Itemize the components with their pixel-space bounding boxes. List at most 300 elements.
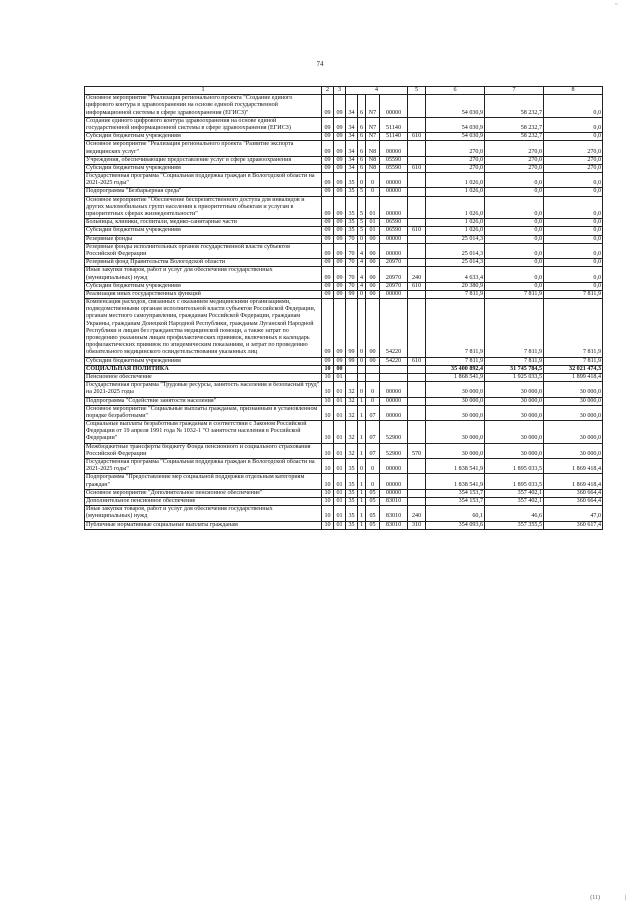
row-program-cell: 35 bbox=[346, 459, 358, 474]
row-amount-year2-cell: 0,0 bbox=[485, 282, 544, 290]
row-section-cell: 10 bbox=[322, 373, 334, 381]
row-amount-year2-cell: 357 402,1 bbox=[485, 497, 544, 505]
row-subprogram-cell: 4 bbox=[358, 259, 366, 267]
row-measure-cell: 05 bbox=[366, 506, 380, 521]
table-row bbox=[85, 117, 603, 132]
row-subprogram-cell: 4 bbox=[358, 282, 366, 290]
row-name-cell: Резервный фонд Правительства Вологодской области bbox=[85, 259, 322, 267]
row-name-cell: Подпрограмма "Предоставление мер социальной поддержки отдельным категориям граждан" bbox=[85, 474, 322, 489]
row-expense-type-cell bbox=[408, 365, 426, 373]
table-row bbox=[85, 164, 603, 172]
row-program-cell: 35 bbox=[346, 196, 358, 219]
row-direction-cell: 00000 bbox=[380, 141, 408, 156]
row-subprogram-cell: 6 bbox=[358, 156, 366, 164]
table-row bbox=[85, 405, 603, 420]
row-direction-cell: 00000 bbox=[380, 243, 408, 258]
row-measure-cell: N8 bbox=[366, 141, 380, 156]
row-expense-type-cell bbox=[408, 196, 426, 219]
row-subsection-cell: 09 bbox=[334, 227, 346, 235]
row-name-cell: Резервные фонды исполнительных органов государственной власти субъектов Российской Федерации bbox=[85, 243, 322, 258]
row-expense-type-cell: 310 bbox=[408, 521, 426, 529]
row-subprogram-cell: 6 bbox=[358, 117, 366, 132]
row-amount-year3-cell: 7 811,9 bbox=[544, 290, 603, 298]
row-amount-year3-cell: 30 000,0 bbox=[544, 421, 603, 444]
row-subsection-cell: 09 bbox=[334, 267, 346, 282]
row-expense-type-cell: 610 bbox=[408, 282, 426, 290]
row-name-cell: Субсидии бюджетным учреждениям bbox=[85, 164, 322, 172]
row-program-cell: 34 bbox=[346, 117, 358, 132]
row-subprogram-cell: 0 bbox=[358, 459, 366, 474]
row-subprogram-cell: 0 bbox=[358, 290, 366, 298]
budget-table bbox=[84, 86, 603, 530]
row-subprogram-cell: 6 bbox=[358, 164, 366, 172]
table-row bbox=[85, 133, 603, 141]
row-amount-year1-cell: 270,0 bbox=[426, 141, 485, 156]
row-amount-year3-cell: 30 000,0 bbox=[544, 443, 603, 458]
row-direction-cell: 51140 bbox=[380, 133, 408, 141]
row-amount-year1-cell: 1 838 541,9 bbox=[426, 474, 485, 489]
row-amount-year1-cell: 30 000,0 bbox=[426, 443, 485, 458]
row-direction-cell: 20970 bbox=[380, 282, 408, 290]
row-direction-cell: 54220 bbox=[380, 299, 408, 358]
table-row bbox=[85, 259, 603, 267]
row-amount-year1-cell: 54 030,9 bbox=[426, 133, 485, 141]
row-amount-year1-cell: 1 026,0 bbox=[426, 227, 485, 235]
row-subprogram-cell: 1 bbox=[358, 397, 366, 405]
row-name-cell: Государственная программа "Социальная поддержка граждан в Вологодской области на 2021-2025 годы" bbox=[85, 459, 322, 474]
row-direction-cell: 54220 bbox=[380, 357, 408, 365]
row-program-cell: 35 bbox=[346, 219, 358, 227]
row-amount-year1-cell: 30 000,0 bbox=[426, 405, 485, 420]
row-measure-cell: N7 bbox=[366, 133, 380, 141]
row-name-cell: Подпрограмма "Безбарьерная среда" bbox=[85, 188, 322, 196]
row-expense-type-cell: 610 bbox=[408, 133, 426, 141]
edge-tick: | bbox=[624, 895, 626, 901]
row-name-cell: Учреждения, обеспечивающие предоставление услуг в сфере здравоохранения bbox=[85, 156, 322, 164]
table-row bbox=[85, 173, 603, 188]
row-amount-year3-cell: 360 664,4 bbox=[544, 497, 603, 505]
row-program-cell: 70 bbox=[346, 243, 358, 258]
row-subsection-cell: 09 bbox=[334, 156, 346, 164]
row-measure-cell: 00 bbox=[366, 259, 380, 267]
row-subprogram-cell: 5 bbox=[358, 227, 366, 235]
row-section-cell: 10 bbox=[322, 497, 334, 505]
row-program-cell: 35 bbox=[346, 489, 358, 497]
row-name-cell: Пенсионное обеспечение bbox=[85, 373, 322, 381]
row-program-cell: 35 bbox=[346, 474, 358, 489]
row-subprogram-cell: 1 bbox=[358, 497, 366, 505]
row-direction-cell bbox=[380, 365, 408, 373]
row-direction-cell: 00000 bbox=[380, 188, 408, 196]
row-section-cell: 09 bbox=[322, 243, 334, 258]
row-subprogram-cell: 4 bbox=[358, 267, 366, 282]
row-subsection-cell: 09 bbox=[334, 117, 346, 132]
row-measure-cell: 01 bbox=[366, 196, 380, 219]
row-section-cell: 09 bbox=[322, 133, 334, 141]
row-name-cell: Подпрограмма "Содействие занятости населения" bbox=[85, 397, 322, 405]
row-direction-cell: 00000 bbox=[380, 235, 408, 243]
row-direction-cell: 00000 bbox=[380, 173, 408, 188]
row-expense-type-cell bbox=[408, 489, 426, 497]
table-row bbox=[85, 365, 603, 373]
row-name-cell: Субсидии бюджетным учреждениям bbox=[85, 282, 322, 290]
table-row bbox=[85, 474, 603, 489]
row-amount-year3-cell: 270,0 bbox=[544, 164, 603, 172]
row-section-cell: 10 bbox=[322, 405, 334, 420]
row-program-cell: 35 bbox=[346, 521, 358, 529]
row-section-cell: 09 bbox=[322, 259, 334, 267]
row-name-cell: Основное мероприятие "Дополнительное пенсионное обеспечение" bbox=[85, 489, 322, 497]
row-amount-year1-cell: 1 026,0 bbox=[426, 196, 485, 219]
row-program-cell: 35 bbox=[346, 227, 358, 235]
row-expense-type-cell bbox=[408, 141, 426, 156]
row-program-cell: 99 bbox=[346, 290, 358, 298]
row-subprogram-cell: 1 bbox=[358, 489, 366, 497]
row-amount-year1-cell: 354 153,7 bbox=[426, 497, 485, 505]
row-section-cell: 09 bbox=[322, 227, 334, 235]
row-subprogram-cell: 6 bbox=[358, 141, 366, 156]
table-row bbox=[85, 489, 603, 497]
row-amount-year3-cell: 0,0 bbox=[544, 95, 603, 118]
row-program-cell: 32 bbox=[346, 421, 358, 444]
row-name-cell: Дополнительное пенсионное обеспечение bbox=[85, 497, 322, 505]
row-amount-year2-cell: 7 811,9 bbox=[485, 290, 544, 298]
row-expense-type-cell bbox=[408, 397, 426, 405]
row-subsection-cell: 09 bbox=[334, 173, 346, 188]
row-name-cell: Субсидии бюджетным учреждениям bbox=[85, 357, 322, 365]
row-subprogram-cell: 1 bbox=[358, 421, 366, 444]
table-row bbox=[85, 459, 603, 474]
row-expense-type-cell bbox=[408, 373, 426, 381]
row-program-cell: 35 bbox=[346, 173, 358, 188]
row-amount-year3-cell: 270,0 bbox=[544, 156, 603, 164]
row-subsection-cell: 09 bbox=[334, 219, 346, 227]
row-measure-cell: 07 bbox=[366, 405, 380, 420]
row-name-cell: Межбюджетные трансферты бюджету Фонда пенсионного и социального страхования Российской Федерации bbox=[85, 443, 322, 458]
row-measure-cell: 00 bbox=[366, 290, 380, 298]
row-expense-type-cell: 570 bbox=[408, 443, 426, 458]
row-program-cell bbox=[346, 365, 358, 373]
row-program-cell: 70 bbox=[346, 235, 358, 243]
row-amount-year1-cell: 4 633,4 bbox=[426, 267, 485, 282]
row-name-cell: Компенсация расходов, связанных с оказанием медицинскими организациями, подведомственными органам исполнительной власти субъектов Российской Федерации, органам местного самоуправления, гражданам Российской Федерации, гражданам Украины, гражданам Донецкой Народной Республики, гражданам Луганской Народной Республики и лицам без гражданства медицинской помощи, а также затрат по проведению указанным лицам профилактических прививок, включенных в календарь профилактических прививок по эпидемическим показаниям, и затрат по проведению обязательного медицинского освидетельствования указанных лиц bbox=[85, 299, 322, 358]
row-section-cell: 10 bbox=[322, 459, 334, 474]
row-amount-year3-cell: 0,0 bbox=[544, 282, 603, 290]
row-program-cell: 35 bbox=[346, 497, 358, 505]
row-expense-type-cell bbox=[408, 156, 426, 164]
row-subprogram-cell: 5 bbox=[358, 219, 366, 227]
row-expense-type-cell bbox=[408, 95, 426, 118]
row-amount-year2-cell: 0,0 bbox=[485, 267, 544, 282]
row-amount-year2-cell: 30 000,0 bbox=[485, 421, 544, 444]
row-amount-year2-cell: 270,0 bbox=[485, 141, 544, 156]
row-amount-year2-cell: 30 000,0 bbox=[485, 382, 544, 397]
row-program-cell: 70 bbox=[346, 282, 358, 290]
table-row bbox=[85, 219, 603, 227]
row-section-cell: 09 bbox=[322, 357, 334, 365]
row-program-cell: 70 bbox=[346, 267, 358, 282]
table-row bbox=[85, 188, 603, 196]
row-subsection-cell: 09 bbox=[334, 235, 346, 243]
row-expense-type-cell bbox=[408, 188, 426, 196]
corner-mark: ~ bbox=[614, 2, 618, 8]
row-subsection-cell: 09 bbox=[334, 282, 346, 290]
row-name-cell: Создание единого цифрового контура здравоохранения на основе единой государственной информационной системы в сфере здравоохранения (ЕГИСЗ) bbox=[85, 117, 322, 132]
row-subprogram-cell bbox=[358, 365, 366, 373]
row-subprogram-cell: 0 bbox=[358, 382, 366, 397]
row-measure-cell bbox=[366, 365, 380, 373]
row-expense-type-cell bbox=[408, 421, 426, 444]
row-amount-year3-cell: 0,0 bbox=[544, 227, 603, 235]
row-section-cell: 09 bbox=[322, 95, 334, 118]
row-amount-year2-cell: 58 232,7 bbox=[485, 95, 544, 118]
row-measure-cell: 0 bbox=[366, 397, 380, 405]
table-row bbox=[85, 243, 603, 258]
row-direction-cell: 83010 bbox=[380, 521, 408, 529]
row-subsection-cell: 01 bbox=[334, 506, 346, 521]
row-subsection-cell: 01 bbox=[334, 497, 346, 505]
row-program-cell: 34 bbox=[346, 156, 358, 164]
row-amount-year2-cell: 0,0 bbox=[485, 259, 544, 267]
row-name-cell: Субсидии бюджетным учреждениям bbox=[85, 227, 322, 235]
table-body bbox=[85, 95, 603, 530]
row-subsection-cell: 01 bbox=[334, 489, 346, 497]
row-amount-year2-cell: 0,0 bbox=[485, 173, 544, 188]
row-section-cell: 09 bbox=[322, 299, 334, 358]
row-amount-year1-cell: 54 030,9 bbox=[426, 117, 485, 132]
row-amount-year1-cell: 7 811,9 bbox=[426, 357, 485, 365]
row-direction-cell: 00000 bbox=[380, 95, 408, 118]
row-amount-year3-cell: 0,0 bbox=[544, 133, 603, 141]
row-section-cell: 10 bbox=[322, 421, 334, 444]
row-amount-year1-cell: 270,0 bbox=[426, 164, 485, 172]
row-subprogram-cell: 1 bbox=[358, 443, 366, 458]
header-col-2: 2 bbox=[322, 87, 334, 95]
row-direction-cell: 00000 bbox=[380, 382, 408, 397]
row-subprogram-cell: 0 bbox=[358, 357, 366, 365]
row-subsection-cell: 09 bbox=[334, 133, 346, 141]
row-amount-year2-cell: 1 925 033,5 bbox=[485, 373, 544, 381]
row-program-cell: 34 bbox=[346, 95, 358, 118]
row-section-cell: 10 bbox=[322, 397, 334, 405]
row-amount-year2-cell: 46,6 bbox=[485, 506, 544, 521]
row-amount-year3-cell: 0,0 bbox=[544, 235, 603, 243]
row-amount-year1-cell: 7 811,9 bbox=[426, 299, 485, 358]
row-program-cell: 34 bbox=[346, 164, 358, 172]
row-amount-year3-cell: 0,0 bbox=[544, 259, 603, 267]
row-subsection-cell: 01 bbox=[334, 474, 346, 489]
row-measure-cell: 0 bbox=[366, 382, 380, 397]
row-amount-year1-cell: 30 000,0 bbox=[426, 397, 485, 405]
row-amount-year2-cell: 0,0 bbox=[485, 235, 544, 243]
row-name-cell: Реализация иных государственных функций bbox=[85, 290, 322, 298]
row-amount-year3-cell: 30 000,0 bbox=[544, 405, 603, 420]
row-name-cell: Резервные фонды bbox=[85, 235, 322, 243]
row-section-cell: 10 bbox=[322, 365, 334, 373]
row-amount-year1-cell: 354 093,6 bbox=[426, 521, 485, 529]
row-name-cell: Государственная программа "Социальная поддержка граждан в Вологодской области на 2021-2025 годы" bbox=[85, 173, 322, 188]
row-subsection-cell: 09 bbox=[334, 141, 346, 156]
row-measure-cell: N8 bbox=[366, 156, 380, 164]
row-amount-year2-cell: 1 895 033,5 bbox=[485, 474, 544, 489]
row-amount-year1-cell: 1 838 541,9 bbox=[426, 459, 485, 474]
row-amount-year3-cell: 0,0 bbox=[544, 243, 603, 258]
row-direction-cell: 00000 bbox=[380, 459, 408, 474]
row-subprogram-cell: 0 bbox=[358, 173, 366, 188]
row-program-cell: 99 bbox=[346, 357, 358, 365]
row-amount-year2-cell: 357 355,5 bbox=[485, 521, 544, 529]
header-col-4: 4 bbox=[346, 87, 408, 95]
row-section-cell: 10 bbox=[322, 489, 334, 497]
row-section-cell: 09 bbox=[322, 196, 334, 219]
row-program-cell: 35 bbox=[346, 188, 358, 196]
row-measure-cell: N7 bbox=[366, 95, 380, 118]
row-amount-year1-cell: 1 868 541,9 bbox=[426, 373, 485, 381]
row-section-cell: 10 bbox=[322, 474, 334, 489]
row-amount-year3-cell: 0,0 bbox=[544, 117, 603, 132]
row-measure-cell: 01 bbox=[366, 219, 380, 227]
row-section-cell: 09 bbox=[322, 267, 334, 282]
row-program-cell: 32 bbox=[346, 382, 358, 397]
row-subprogram-cell: 1 bbox=[358, 521, 366, 529]
row-amount-year3-cell: 0,0 bbox=[544, 267, 603, 282]
row-section-cell: 10 bbox=[322, 521, 334, 529]
row-subsection-cell: 01 bbox=[334, 421, 346, 444]
row-name-cell: Иные закупки товаров, работ и услуг для обеспечения государственных (муниципальных) нужд bbox=[85, 267, 322, 282]
row-direction-cell: 00000 bbox=[380, 290, 408, 298]
row-expense-type-cell: 610 bbox=[408, 164, 426, 172]
row-direction-cell: 52900 bbox=[380, 421, 408, 444]
row-section-cell: 09 bbox=[322, 164, 334, 172]
row-measure-cell: 00 bbox=[366, 299, 380, 358]
row-expense-type-cell bbox=[408, 299, 426, 358]
row-amount-year1-cell: 1 026,0 bbox=[426, 219, 485, 227]
row-amount-year3-cell: 0,0 bbox=[544, 188, 603, 196]
row-subsection-cell: 09 bbox=[334, 164, 346, 172]
row-section-cell: 10 bbox=[322, 506, 334, 521]
row-measure-cell: 0 bbox=[366, 188, 380, 196]
row-expense-type-cell: 240 bbox=[408, 267, 426, 282]
row-program-cell: 70 bbox=[346, 259, 358, 267]
row-program-cell: 34 bbox=[346, 133, 358, 141]
row-subprogram-cell: 5 bbox=[358, 196, 366, 219]
row-subsection-cell: 01 bbox=[334, 373, 346, 381]
row-expense-type-cell bbox=[408, 382, 426, 397]
row-section-cell: 09 bbox=[322, 219, 334, 227]
row-amount-year3-cell: 360 617,4 bbox=[544, 521, 603, 529]
row-amount-year3-cell: 360 664,4 bbox=[544, 489, 603, 497]
row-program-cell: 32 bbox=[346, 397, 358, 405]
table-row bbox=[85, 299, 603, 358]
row-measure-cell: 05 bbox=[366, 521, 380, 529]
row-expense-type-cell bbox=[408, 405, 426, 420]
row-section-cell: 10 bbox=[322, 443, 334, 458]
row-section-cell: 09 bbox=[322, 173, 334, 188]
row-expense-type-cell bbox=[408, 497, 426, 505]
table-row bbox=[85, 506, 603, 521]
row-amount-year2-cell: 7 811,9 bbox=[485, 357, 544, 365]
row-section-cell: 09 bbox=[322, 290, 334, 298]
row-amount-year3-cell: 1 869 418,4 bbox=[544, 474, 603, 489]
header-col-3: 3 bbox=[334, 87, 346, 95]
row-amount-year3-cell: 32 021 474,3 bbox=[544, 365, 603, 373]
row-expense-type-cell bbox=[408, 173, 426, 188]
row-subsection-cell: 09 bbox=[334, 259, 346, 267]
table-row bbox=[85, 227, 603, 235]
row-expense-type-cell: 610 bbox=[408, 227, 426, 235]
row-subprogram-cell: 4 bbox=[358, 243, 366, 258]
row-section-cell: 09 bbox=[322, 235, 334, 243]
row-amount-year1-cell: 54 030,9 bbox=[426, 95, 485, 118]
row-subprogram-cell: 1 bbox=[358, 474, 366, 489]
row-direction-cell: 83010 bbox=[380, 497, 408, 505]
row-subsection-cell: 09 bbox=[334, 196, 346, 219]
row-program-cell: 32 bbox=[346, 405, 358, 420]
page-number: 74 bbox=[316, 60, 324, 68]
row-subsection-cell: 01 bbox=[334, 382, 346, 397]
row-amount-year2-cell: 1 895 033,5 bbox=[485, 459, 544, 474]
row-subsection-cell: 09 bbox=[334, 188, 346, 196]
row-subprogram-cell bbox=[358, 373, 366, 381]
row-name-cell: Субсидии бюджетным учреждениям bbox=[85, 133, 322, 141]
row-amount-year2-cell: 58 232,7 bbox=[485, 117, 544, 132]
row-subprogram-cell: 1 bbox=[358, 506, 366, 521]
table-row bbox=[85, 282, 603, 290]
row-amount-year2-cell: 270,0 bbox=[485, 164, 544, 172]
row-measure-cell: 0 bbox=[366, 173, 380, 188]
row-subsection-cell: 01 bbox=[334, 459, 346, 474]
row-subsection-cell: 01 bbox=[334, 405, 346, 420]
row-section-cell: 09 bbox=[322, 188, 334, 196]
row-amount-year1-cell: 1 026,0 bbox=[426, 173, 485, 188]
row-amount-year3-cell: 30 000,0 bbox=[544, 382, 603, 397]
row-measure-cell: 00 bbox=[366, 235, 380, 243]
row-name-cell: Государственная программа "Трудовые ресурсы, занятость населения и безопасный труд" на 2021-2025 годы bbox=[85, 382, 322, 397]
table-row bbox=[85, 421, 603, 444]
header-col-5: 5 bbox=[408, 87, 426, 95]
row-amount-year3-cell: 0,0 bbox=[544, 219, 603, 227]
row-name-cell: Публичные нормативные социальные выплаты гражданам bbox=[85, 521, 322, 529]
row-program-cell: 32 bbox=[346, 443, 358, 458]
row-expense-type-cell bbox=[408, 235, 426, 243]
row-direction-cell: 52900 bbox=[380, 443, 408, 458]
row-amount-year2-cell: 357 402,1 bbox=[485, 489, 544, 497]
row-subprogram-cell: 6 bbox=[358, 133, 366, 141]
row-subsection-cell: 01 bbox=[334, 397, 346, 405]
row-direction-cell: 00000 bbox=[380, 489, 408, 497]
row-direction-cell: 00000 bbox=[380, 474, 408, 489]
row-amount-year1-cell: 270,0 bbox=[426, 156, 485, 164]
row-subprogram-cell: 0 bbox=[358, 235, 366, 243]
header-col-7: 7 bbox=[485, 87, 544, 95]
table-row bbox=[85, 443, 603, 458]
table-row bbox=[85, 357, 603, 365]
row-amount-year3-cell: 30 000,0 bbox=[544, 397, 603, 405]
table-row bbox=[85, 156, 603, 164]
row-name-cell: СОЦИАЛЬНАЯ ПОЛИТИКА bbox=[85, 365, 322, 373]
row-amount-year1-cell: 30 000,0 bbox=[426, 382, 485, 397]
row-subsection-cell: 01 bbox=[334, 521, 346, 529]
row-measure-cell: 00 bbox=[366, 282, 380, 290]
row-measure-cell: N8 bbox=[366, 164, 380, 172]
row-expense-type-cell bbox=[408, 474, 426, 489]
row-measure-cell: 07 bbox=[366, 443, 380, 458]
row-amount-year2-cell: 0,0 bbox=[485, 196, 544, 219]
row-direction-cell: 20970 bbox=[380, 259, 408, 267]
row-amount-year2-cell: 0,0 bbox=[485, 219, 544, 227]
row-section-cell: 09 bbox=[322, 282, 334, 290]
row-amount-year1-cell: 60,1 bbox=[426, 506, 485, 521]
